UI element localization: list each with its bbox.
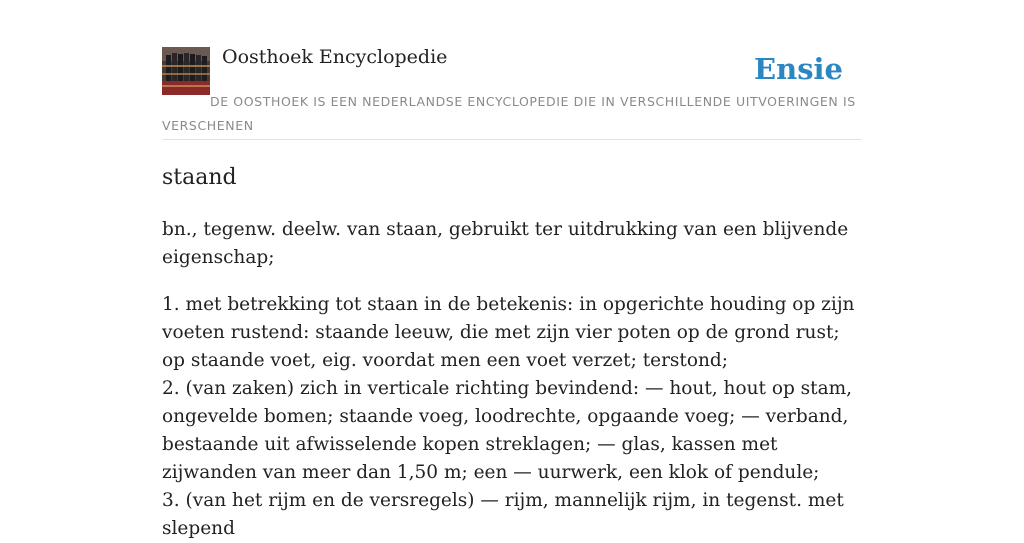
brand-logo-link[interactable]: Ensie: [754, 52, 843, 86]
entry-content: [162, 160, 862, 543]
sense-1: 1. met betrekking tot staan in de betekenis: in opgerichte houding op zijn voeten rustend: staande leeuw, die met zijn vier poten op de grond rust; op staande voet, eig. voordat men een voet verzet; terstond;: [162, 294, 855, 371]
site-tagline: DE OOSTHOEK IS EEN NEDERLANDSE ENCYCLOPEDIE DIE IN VERSCHILLENDE UITVOERINGEN IS VERSCHENEN: [162, 94, 856, 133]
site-name[interactable]: Oosthoek Encyclopedie: [222, 46, 448, 68]
site-header: [162, 0, 862, 140]
entry-senses: [162, 291, 862, 543]
entry-title: staand: [162, 165, 237, 190]
entry-intro: bn., tegenw. deelw. van staan, gebruikt ter uitdrukking van een blijvende eigenschap;: [162, 219, 849, 268]
sense-2: 2. (van zaken) zich in verticale richting bevindend: — hout, hout op stam, ongevelde bomen; staande voeg, loodrechte, opgaande voeg; — verband, bestaande uit afwisselende kopen streklagen; — glas, kassen met zijwanden van meer dan 1,50 m; een — uurwerk, een klok of pendule;: [162, 378, 853, 483]
encyclopedia-books-icon[interactable]: [162, 47, 210, 95]
sense-3: 3. (van het rijm en de versregels) — rijm, mannelijk rijm, in tegenst. met slepend: [162, 490, 844, 539]
